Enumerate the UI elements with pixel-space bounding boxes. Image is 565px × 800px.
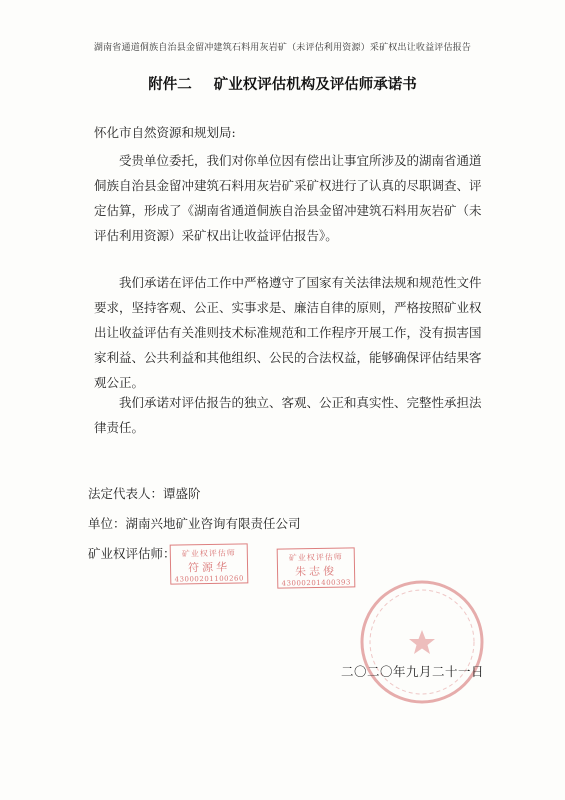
paragraph-compliance: 我们承诺在评估工作中严格遵守了国家有关法律法规和规范性文件要求，坚持客观、公正、实事求是、廉洁自律的原则，严格按照矿业权出让收益评估有关准则技术标准规范和工作程序开展工作，没有损害国家利益、公共利益和其他组织、公民的合法权益，能够确保评估结果客观公正。: [94, 275, 482, 390]
title-prefix: 附件二: [148, 76, 192, 93]
legal-representative: 法定代表人：谭盛阶: [88, 486, 201, 501]
appraiser-stamp: [170, 543, 249, 584]
company-unit: 单位：湖南兴地矿业咨询有限责任公司: [88, 516, 301, 531]
stamp-name: 朱志俊: [294, 564, 338, 579]
addressee: 怀化市自然资源和规划局:: [94, 125, 236, 140]
report-header: 湖南省通道侗族自治县金留冲建筑石料用灰岩矿（未评估利用资源）采矿权出让收益评估报告: [93, 43, 472, 53]
title-main: 矿业权评估机构及评估师承诺书: [213, 76, 417, 93]
paragraph-responsibility: 我们承诺对评估报告的独立、客观、公正和真实性、完整性承担法律责任。: [94, 395, 482, 435]
paragraph-commission: 受贵单位委托，我们对你单位因有偿出让事宜所涉及的湖南省通道侗族自治县金留冲建筑石料用灰岩矿采矿权进行了认真的尽职调查、评定估算，形成了《湖南省通道侗族自治县金留冲建筑石料用灰岩矿（未评估利用资源）采矿权出让收益评估报告》。: [94, 153, 482, 243]
company-seal: [358, 578, 486, 706]
stamp-code: 43000201100260: [174, 574, 244, 584]
stamp-title: 矿业权评估师: [181, 548, 236, 559]
document-date: 二〇二〇年九月二十一日: [341, 664, 485, 679]
appraiser-stamp: [277, 547, 356, 588]
stamp-name: 符源华: [187, 560, 231, 575]
appraisers-label: 矿业权评估师：: [88, 546, 176, 561]
page-title: [0, 73, 565, 94]
stamp-code: 43000201400393: [281, 578, 351, 588]
stamp-title: 矿业权评估师: [288, 552, 343, 563]
